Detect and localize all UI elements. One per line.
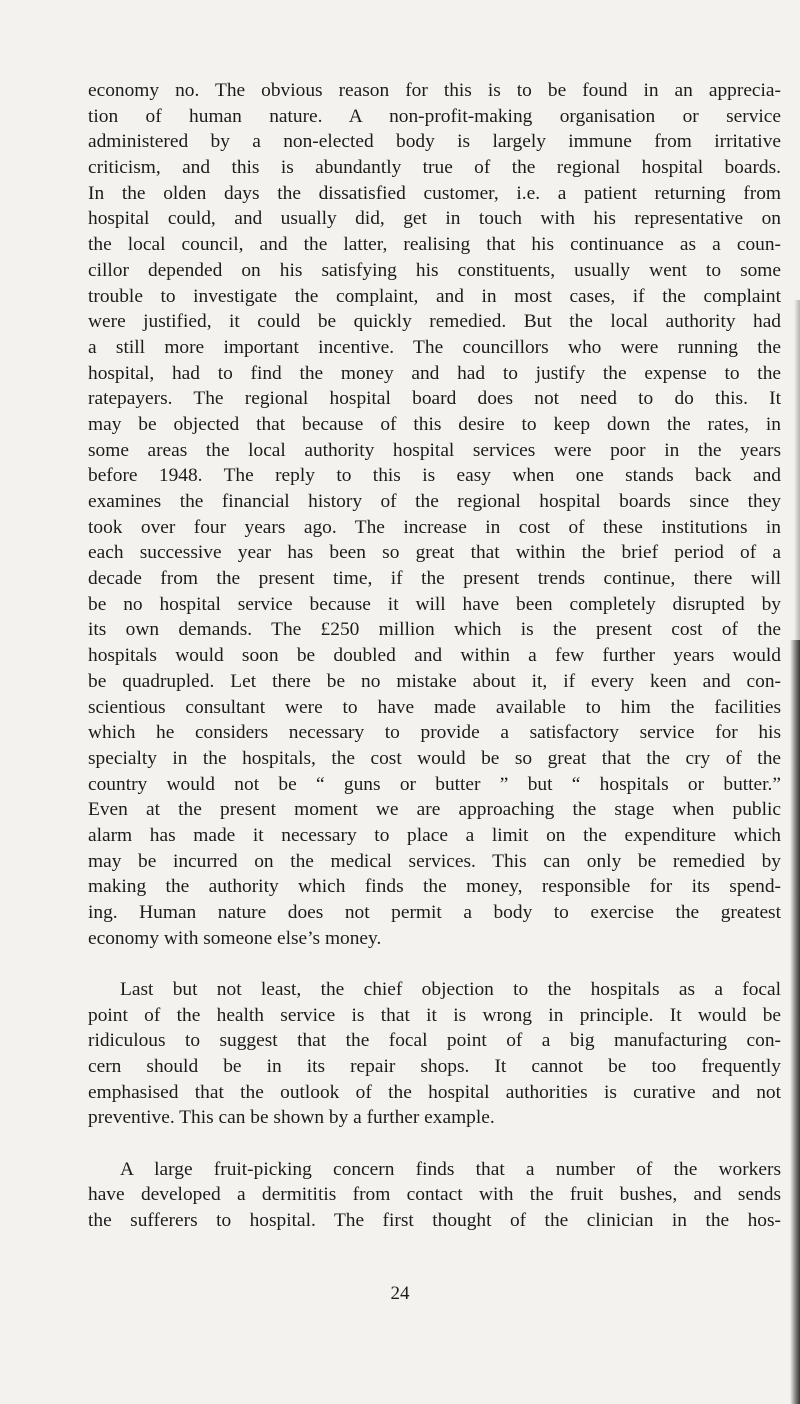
text-line: point of the health service is that it is wrong in principle. It would be [88, 1004, 781, 1026]
text-line: decade from the present time, if the present trends continue, there will [88, 568, 781, 590]
text-line: some areas the local authority hospital services were poor in the years [88, 439, 781, 461]
text-line: country would not be “ guns or butter ” but “ hospitals or butter.” [88, 773, 781, 795]
text-line: took over four years ago. The increase in cost of these institutions in [88, 516, 781, 538]
text-line: criticism, and this is abundantly true of the regional hospital boards. [88, 157, 781, 179]
text-line: cern should be in its repair shops. It cannot be too frequently [88, 1055, 781, 1077]
text-line: a still more important incentive. The councillors who were running the [88, 336, 781, 358]
text-line: Even at the present moment we are approaching the stage when public [88, 799, 781, 821]
text-line: ing. Human nature does not permit a body to exercise the greatest [88, 902, 781, 923]
text-line: each successive year has been so great that within the brief period of a [88, 542, 781, 564]
text-line: Last but not least, the chief objection to the hospitals as a focal [120, 978, 781, 1000]
text-line: the sufferers to hospital. The first thought of the clinician in the hos- [88, 1209, 781, 1231]
text-line: hospital, had to find the money and had to justify the expense to the [88, 362, 781, 384]
text-line: trouble to investigate the complaint, and in most cases, if the complaint [88, 285, 781, 307]
text-line: hospital could, and usually did, get in touch with his representative on [88, 208, 781, 230]
body-text [88, 78, 781, 1234]
paragraph-gap [88, 1131, 781, 1157]
text-line: emphasised that the outlook of the hospital authorities is curative and not [88, 1081, 781, 1103]
text-line: cillor depended on his satisfying his constituents, usually went to some [88, 259, 781, 281]
text-line: making the authority which finds the money, responsible for its spend- [88, 876, 781, 898]
text-line: which he considers necessary to provide a satisfactory service for his [88, 722, 781, 744]
scan-binding-shadow-upper [794, 300, 800, 640]
text-line: administered by a non-elected body is largely immune from irritative [88, 131, 781, 153]
text-line: be no hospital service because it will have been completely disrupted by [88, 593, 781, 615]
text-line: preventive. This can be shown by a further example. [88, 1107, 495, 1129]
text-line: alarm has made it necessary to place a limit on the expenditure which [88, 824, 781, 846]
text-line: its own demands. The £250 million which is the present cost of the [88, 619, 781, 641]
text-line: ratepayers. The regional hospital board does not need to do this. It [88, 388, 781, 410]
text-line: be quadrupled. Let there be no mistake about it, if every keen and con- [88, 670, 781, 692]
text-line: tion of human nature. A non-profit-making organisation or service [88, 105, 781, 127]
text-line: A large fruit-picking concern finds that a number of the workers [120, 1158, 781, 1180]
text-line: may be incurred on the medical services. This can only be remedied by [88, 850, 781, 872]
paragraph-2 [88, 977, 781, 1131]
text-line: scientious consultant were to have made available to him the facilities [88, 696, 781, 718]
text-line: In the olden days the dissatisfied customer, i.e. a patient returning from [88, 182, 781, 204]
text-line: specialty in the hospitals, the cost would be so great that the cry of the [88, 747, 781, 769]
text-line: economy no. The obvious reason for this is to be found in an apprecia- [88, 80, 781, 101]
text-line: may be objected that because of this desire to keep down the rates, in [88, 413, 781, 435]
text-line: before 1948. The reply to this is easy when one stands back and [88, 465, 781, 487]
paragraph-3 [88, 1157, 781, 1234]
text-line: economy with someone else’s money. [88, 927, 382, 949]
page-number: 24 [390, 1283, 410, 1304]
text-line: the local council, and the latter, realising that his continuance as a coun- [88, 234, 781, 256]
text-line: ridiculous to suggest that the focal point of a big manufacturing con- [88, 1030, 781, 1052]
text-line: examines the financial history of the regional hospital boards since they [88, 491, 781, 512]
paragraph-gap [88, 951, 781, 977]
text-line: have developed a dermititis from contact with the fruit bushes, and sends [88, 1184, 781, 1206]
text-line: hospitals would soon be doubled and within a few further years would [88, 645, 781, 667]
paragraph-1 [88, 78, 781, 951]
text-line: were justified, it could be quickly remedied. But the local authority had [88, 311, 781, 333]
